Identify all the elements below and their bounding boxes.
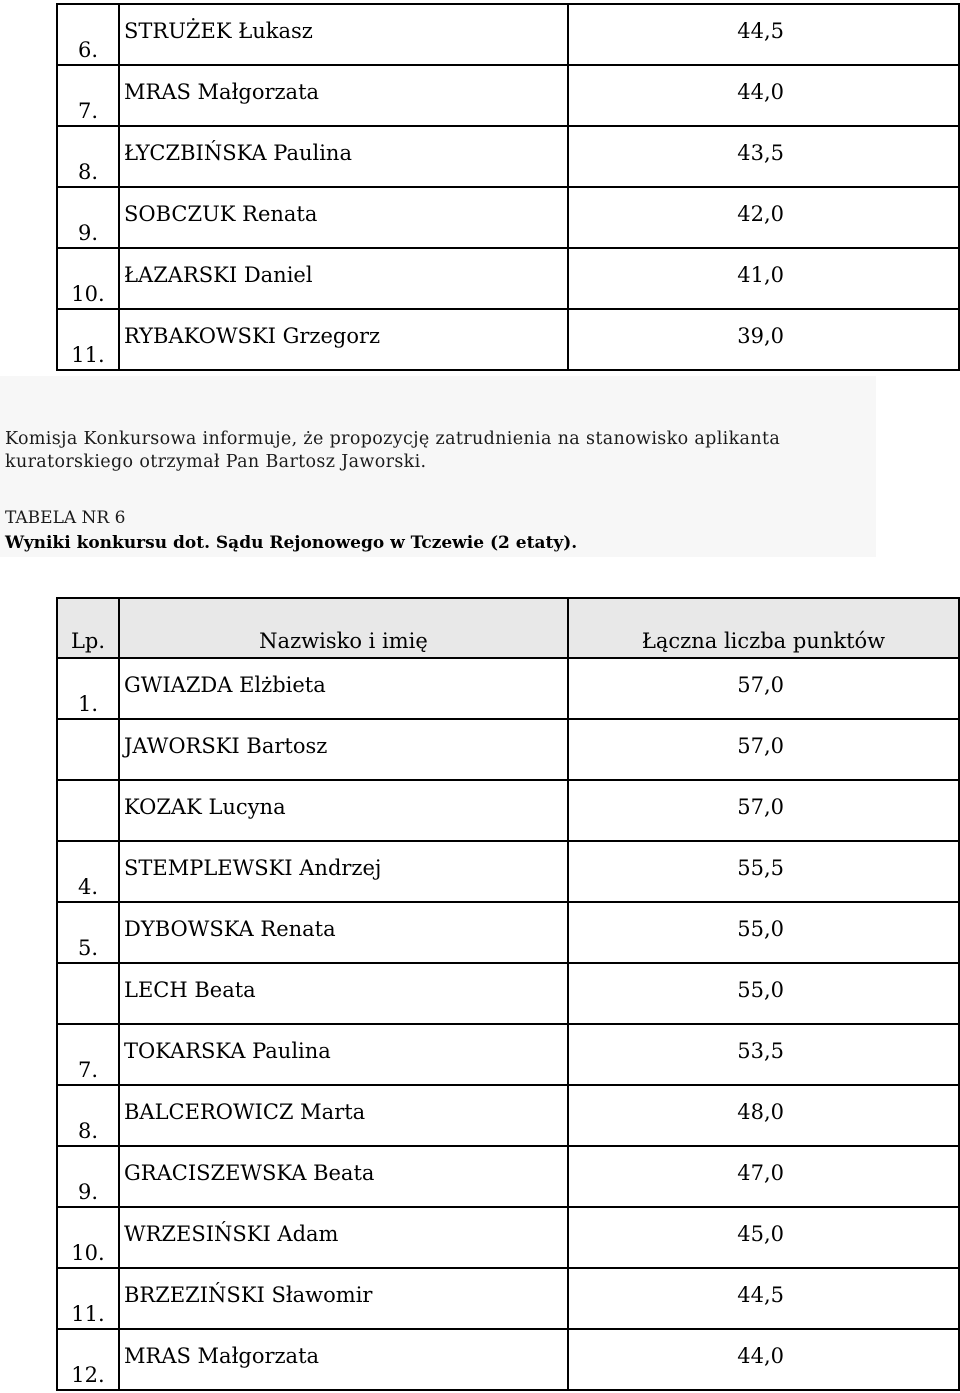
table-row: [57, 4, 959, 65]
table-row: [57, 65, 959, 126]
table-row: [57, 126, 959, 187]
name-cell: SOBCZUK Renata: [119, 187, 568, 248]
name-cell: WRZESIŃSKI Adam: [119, 1207, 568, 1268]
points-cell: 47,0: [568, 1146, 959, 1207]
table-row: [57, 780, 959, 841]
table-row: [57, 248, 959, 309]
lp-cell: [57, 719, 119, 780]
points-cell: 57,0: [568, 780, 959, 841]
table-caption: Wyniki konkursu dot. Sądu Rejonowego w Tczewie (2 etaty).: [5, 533, 578, 553]
name-cell: ŁAZARSKI Daniel: [119, 248, 568, 309]
points-cell: 57,0: [568, 658, 959, 719]
name-cell: BRZEZIŃSKI Sławomir: [119, 1268, 568, 1329]
table-row: [57, 1207, 959, 1268]
header-points: Łączna liczba punktów: [568, 598, 959, 658]
lp-cell: [57, 780, 119, 841]
name-cell: GWIAZDA Elżbieta: [119, 658, 568, 719]
results-table-six: [56, 597, 960, 1391]
table-row: [57, 309, 959, 370]
lp-cell: 5.: [57, 902, 119, 963]
results-table-continued: [56, 3, 960, 371]
lp-cell: 9.: [57, 187, 119, 248]
name-cell: STEMPLEWSKI Andrzej: [119, 841, 568, 902]
table-row: [57, 658, 959, 719]
table-row: [57, 719, 959, 780]
table-number-label: TABELA NR 6: [5, 508, 126, 528]
name-cell: MRAS Małgorzata: [119, 65, 568, 126]
table-row: [57, 1085, 959, 1146]
points-cell: 41,0: [568, 248, 959, 309]
lp-cell: 8.: [57, 126, 119, 187]
points-cell: 57,0: [568, 719, 959, 780]
lp-cell: 11.: [57, 1268, 119, 1329]
table-row: [57, 902, 959, 963]
table-row: [57, 1024, 959, 1085]
name-cell: ŁYCZBIŃSKA Paulina: [119, 126, 568, 187]
points-cell: 43,5: [568, 126, 959, 187]
name-cell: JAWORSKI Bartosz: [119, 719, 568, 780]
name-cell: LECH Beata: [119, 963, 568, 1024]
lp-cell: 8.: [57, 1085, 119, 1146]
table-row: [57, 1268, 959, 1329]
table-row: [57, 187, 959, 248]
name-cell: BALCEROWICZ Marta: [119, 1085, 568, 1146]
name-cell: RYBAKOWSKI Grzegorz: [119, 309, 568, 370]
lp-cell: 1.: [57, 658, 119, 719]
points-cell: 48,0: [568, 1085, 959, 1146]
header-lp: Lp.: [57, 598, 119, 658]
lp-cell: 9.: [57, 1146, 119, 1207]
lp-cell: 6.: [57, 4, 119, 65]
points-cell: 44,5: [568, 1268, 959, 1329]
header-name: Nazwisko i imię: [119, 598, 568, 658]
results-table-body: [57, 4, 959, 370]
lp-cell: 11.: [57, 309, 119, 370]
lp-cell: 7.: [57, 65, 119, 126]
table-row: [57, 963, 959, 1024]
points-cell: 55,0: [568, 902, 959, 963]
points-cell: 42,0: [568, 187, 959, 248]
points-cell: 53,5: [568, 1024, 959, 1085]
name-cell: KOZAK Lucyna: [119, 780, 568, 841]
name-cell: STRUŻEK Łukasz: [119, 4, 568, 65]
table-row: [57, 1146, 959, 1207]
points-cell: 45,0: [568, 1207, 959, 1268]
table-header-row: [57, 598, 959, 658]
points-cell: 44,0: [568, 65, 959, 126]
name-cell: MRAS Małgorzata: [119, 1329, 568, 1390]
lp-cell: 7.: [57, 1024, 119, 1085]
name-cell: DYBOWSKA Renata: [119, 902, 568, 963]
points-cell: 55,5: [568, 841, 959, 902]
points-cell: 39,0: [568, 309, 959, 370]
points-cell: 44,0: [568, 1329, 959, 1390]
lp-cell: 4.: [57, 841, 119, 902]
commission-notice: Komisja Konkursowa informuje, że propozycję zatrudnienia na stanowisko aplikanta kuratorskiego otrzymał Pan Bartosz Jaworski.: [5, 429, 781, 472]
lp-cell: [57, 963, 119, 1024]
points-cell: 55,0: [568, 963, 959, 1024]
lp-cell: 10.: [57, 248, 119, 309]
lp-cell: 10.: [57, 1207, 119, 1268]
table-row: [57, 1329, 959, 1390]
points-cell: 44,5: [568, 4, 959, 65]
name-cell: GRACISZEWSKA Beata: [119, 1146, 568, 1207]
table-row: [57, 841, 959, 902]
name-cell: TOKARSKA Paulina: [119, 1024, 568, 1085]
lp-cell: 12.: [57, 1329, 119, 1390]
